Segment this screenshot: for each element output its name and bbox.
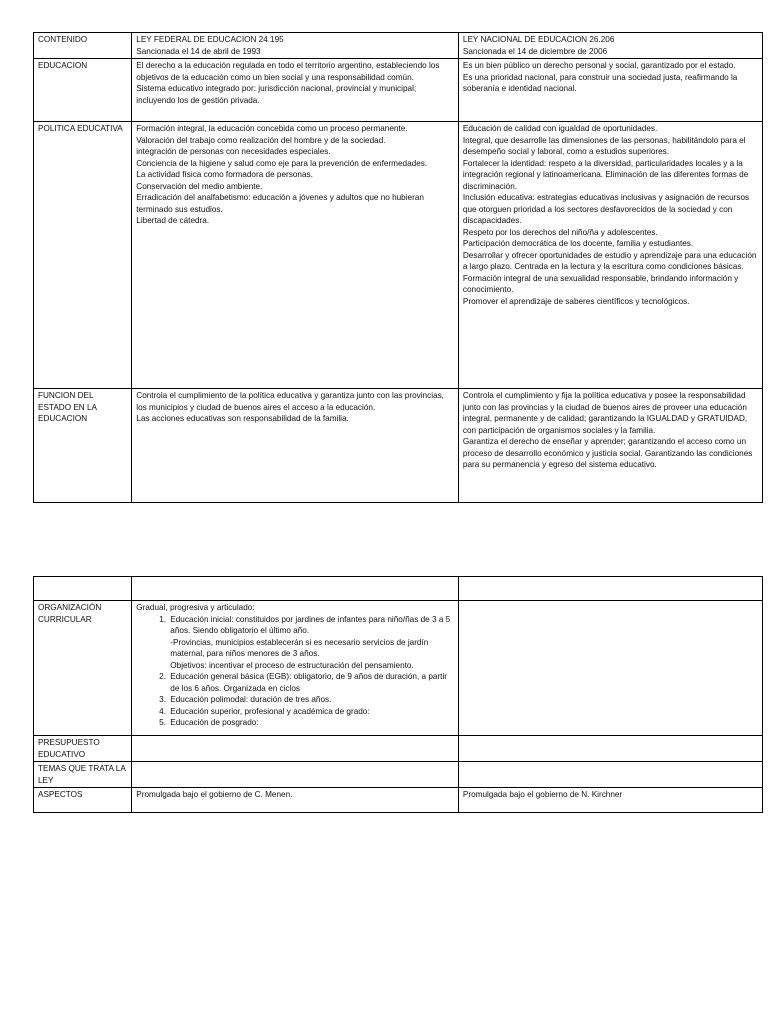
row-label-educacion bbox=[34, 59, 132, 122]
paragraph: Es una prioridad nacional, para construir una sociedad justa, reafirmando la soberanía e identidad nacional. bbox=[462, 72, 738, 93]
cell-funcion-federal bbox=[132, 389, 459, 503]
list-item: Erradicación del analfabetismo: educación a jóvenes y adultos que no hubieran terminado sus estudios. bbox=[136, 193, 424, 214]
row-label-presupuesto bbox=[34, 736, 132, 762]
list-item: Inclusión educativa: estrategias educativas inclusivas y asignación de recursos que otorguen prioridad a los sectores desfavorecidos de la sociedad y con discapacidades. bbox=[462, 193, 750, 225]
row-presupuesto bbox=[34, 736, 763, 762]
level-item bbox=[168, 717, 454, 729]
empty-cell bbox=[458, 577, 762, 601]
cell-organizacion-nacional bbox=[458, 601, 762, 736]
cell-presupuesto-federal bbox=[132, 736, 459, 762]
header-ley-nacional-date: Sancionada el 14 de diciembre de 2006 bbox=[462, 46, 608, 56]
header-ley-federal-title: LEY FEDERAL DE EDUCACION 24.195 bbox=[136, 35, 284, 44]
cell-aspectos-nacional bbox=[458, 788, 762, 813]
row-label-funcion bbox=[34, 389, 132, 503]
level-text: Educación inicial: constituidos por jardines de infantes para niño/ñas de 3 a 5 años. Siendo obligatorio el último año. bbox=[170, 614, 451, 635]
cell-temas-federal bbox=[132, 762, 459, 788]
level-item bbox=[168, 706, 454, 718]
level-text: Educación general básica (EGB): obligatorio, de 9 años de duración, a partir de los 6 años. Organizada en ciclos bbox=[170, 672, 448, 693]
paragraph: El derecho a la educación regulada en todo el territorio argentino, estableciendo los objetivos de la educación como un bien social y una responsabilidad común. bbox=[136, 61, 440, 82]
level-text: Educación superior, profesional y académica de grado: bbox=[170, 706, 370, 716]
row-label-text: FUNCION DEL ESTADO EN LA EDUCACION bbox=[38, 391, 97, 423]
list-item: La actividad física como formadora de personas. bbox=[136, 170, 313, 179]
list-item: Formación integral, la educación concebida como un proceso permanente. bbox=[136, 124, 408, 133]
level-note: -Provincias, municipios establecerán si es necesario servicios de jardín maternal, para niños menores de 3 años. bbox=[170, 637, 429, 658]
list-item: Valoración del trabajo como realización del hombre y de la sociedad. bbox=[136, 135, 386, 145]
paragraph: Controla el cumplimiento de la política educativa y garantiza junto con las provincias, los municipios y ciudad de buenos aires el acceso a la educación. bbox=[136, 391, 444, 412]
cell-aspectos-federal bbox=[132, 788, 459, 813]
row-label-aspectos bbox=[34, 788, 132, 813]
education-levels-list bbox=[136, 614, 454, 729]
paragraph: Las acciones educativas son responsabilidad de la familia. bbox=[136, 414, 349, 423]
row-label-text: POLITICA EDUCATIVA bbox=[38, 124, 123, 133]
row-label-politica bbox=[34, 122, 132, 389]
organizacion-intro: Gradual, progresiva y articulado: bbox=[136, 603, 255, 612]
list-item: Respeto por los derechos del niño/ña y adolescentes. bbox=[462, 227, 658, 237]
empty-header-row bbox=[34, 577, 763, 601]
list-item: Conservación del medio ambiente. bbox=[136, 181, 263, 191]
cell-politica-federal bbox=[132, 122, 459, 389]
row-aspectos bbox=[34, 788, 763, 813]
paragraph: Controla el cumplimiento y fija la política educativa y posee la responsabilidad junto con las provincias y la ciudad de buenos aires de proveer una educación integral, permanente y de calidad; garantizando la IGUALDAD y GRATUIDAD, con participación de organismos sociales y la familia. bbox=[462, 391, 748, 435]
header-contenido bbox=[34, 33, 132, 59]
aspectos-nacional-text: Promulgada bajo el gobierno de N. Kirchner bbox=[462, 790, 623, 799]
aspectos-federal-text: Promulgada bajo el gobierno de C. Menen. bbox=[136, 790, 293, 799]
level-note: Objetivos: incentivar el proceso de estructuración del pensamiento. bbox=[170, 660, 414, 670]
row-label-text: TEMAS QUE TRATA LA LEY bbox=[38, 764, 126, 785]
comparison-table-continued bbox=[33, 576, 763, 813]
paragraph: Es un bien público un derecho personal y social, garantizado por el estado. bbox=[462, 61, 736, 70]
header-ley-federal-date: Sancionada el 14 de abril de 1993 bbox=[136, 46, 261, 56]
cell-presupuesto-nacional bbox=[458, 736, 762, 762]
paragraph: Sistema educativo integrado por: jurisdicción nacional, provincial y municipal; incluyendo los de gestión privada. bbox=[136, 84, 417, 105]
cell-funcion-nacional bbox=[458, 389, 762, 503]
cell-temas-nacional bbox=[458, 762, 762, 788]
paragraph: Garantiza el derecho de enseñar y aprender; garantizando el acceso como un proceso de desarrollo económico y justicia social. Garantizando las condiciones para su permanencia y egreso del sistema educativo. bbox=[462, 437, 753, 469]
cell-educacion-federal bbox=[132, 59, 459, 122]
row-funcion-estado bbox=[34, 389, 763, 503]
table-header-row bbox=[34, 33, 763, 59]
list-item: Formación integral de una sexualidad responsable, brindando información y conocimiento. bbox=[462, 273, 739, 294]
row-label-temas bbox=[34, 762, 132, 788]
list-item: Promover el aprendizaje de saberes científicos y tecnológicos. bbox=[462, 296, 690, 306]
header-ley-federal bbox=[132, 33, 459, 59]
comparison-table-laws bbox=[33, 32, 763, 503]
cell-politica-nacional bbox=[458, 122, 762, 389]
row-label-organizacion bbox=[34, 601, 132, 736]
list-item: Educación de calidad con igualdad de oportunidades. bbox=[462, 124, 658, 133]
cell-organizacion-federal bbox=[132, 601, 459, 736]
cell-educacion-nacional bbox=[458, 59, 762, 122]
empty-cell bbox=[34, 577, 132, 601]
level-text: Educación de posgrado: bbox=[170, 718, 259, 727]
list-item: integración de personas con necesidades especiales. bbox=[136, 147, 331, 156]
level-item bbox=[168, 614, 454, 672]
header-ley-nacional-title: LEY NACIONAL DE EDUCACION 26.206 bbox=[462, 35, 615, 44]
list-item: Desarrollar y ofrecer oportunidades de estudio y aprendizaje para una educación a largo plazo. Centrada en la lectura y la escritura como condiciones básicas. bbox=[462, 250, 757, 271]
level-item bbox=[168, 671, 454, 694]
row-politica-educativa bbox=[34, 122, 763, 389]
row-organizacion-curricular bbox=[34, 601, 763, 736]
level-text: Educación polimodal: duración de tres años. bbox=[170, 695, 332, 704]
row-label-text: ASPECTOS bbox=[38, 790, 83, 799]
row-educacion bbox=[34, 59, 763, 122]
row-label-text: ORGANIZACIÓN CURRICULAR bbox=[38, 603, 102, 624]
row-temas bbox=[34, 762, 763, 788]
list-item: Integral, que desarrolle las dimensiones de las personas, habilitándolo para el desempeño social y laboral, como a estudios superiores. bbox=[462, 135, 746, 156]
list-item: Conciencia de la higiene y salud como eje para la prevención de enfermedades. bbox=[136, 158, 428, 168]
level-item bbox=[168, 694, 454, 706]
row-label-text: EDUCACION bbox=[38, 61, 88, 70]
empty-cell bbox=[132, 577, 459, 601]
list-item: Participación democrática de los docente, familia y estudiantes. bbox=[462, 239, 694, 248]
header-ley-nacional bbox=[458, 33, 762, 59]
list-item: Libertad de cátedra. bbox=[136, 216, 210, 225]
header-contenido-label: CONTENIDO bbox=[38, 35, 88, 44]
list-item: Fortalecer la identidad: respeto a la diversidad, particularidades locales y a la integración regional y latinoamericana. Eliminación de las diferentes formas de discriminación. bbox=[462, 158, 749, 191]
row-label-text: PRESUPUESTO EDUCATIVO bbox=[38, 738, 100, 759]
